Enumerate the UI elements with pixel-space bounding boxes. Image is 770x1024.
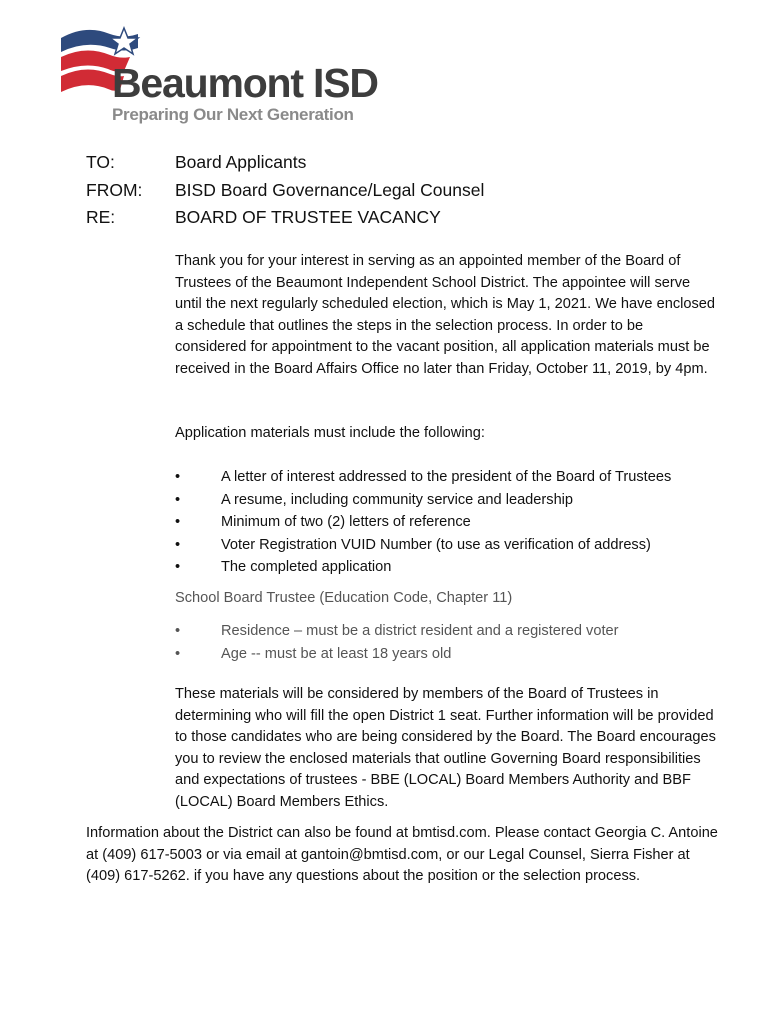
from-label: FROM: [86,180,143,200]
bullet-icon: • [175,536,181,553]
re-label: RE: [86,207,116,227]
bullet-icon: • [175,514,181,531]
bullet-icon: • [175,623,181,639]
contact-paragraph: Information about the District can also be found at bmtisd.com. Please contact Georgia C. Antoine at (409) 617-5003 or via email at gantoin@bmtisd.com, or our Legal Counsel, Sierra Fisher at (409) 617-5262. if you have any questions about the position or the selection process. [86,825,718,885]
materials-heading: Application materials must include the following: [175,425,485,441]
list-item: • Minimum of two (2) letters of reference [175,511,671,534]
intro-paragraph: Thank you for your interest in serving as an appointed member of the Board of Trustees of the Beaumont Independent School District. The appointee will serve until the next regularly scheduled election, which is May 1, 2021. We have enclosed a schedule that outlines the steps in the selection process. In order to be considered for appointment to the vacant position, all application materials must be received in the Board Affairs Office no later than Friday, October 11, 2019, by 4pm. [175,253,716,377]
logo-tagline: Preparing Our Next Generation [112,105,354,124]
bullet-icon: • [175,559,181,576]
bullet-icon: • [175,469,181,485]
bullet-icon: • [175,491,181,508]
materials-list [175,466,671,579]
list-item: • A letter of interest addressed to the president of the Board of Trustees [175,466,671,489]
to-value: Board Applicants [175,152,307,172]
eligibility-list [175,620,618,665]
eligibility-heading: School Board Trustee (Education Code, Chapter 11) [175,590,513,606]
district-logo [58,26,408,128]
list-item: • A resume, including community service and leadership [175,489,671,512]
list-item: • Voter Registration VUID Number (to use as verification of address) [175,534,671,557]
list-item: • The completed application [175,556,671,579]
list-item: • Residence – must be a district resident and a registered voter [175,620,618,643]
logo-name: Beaumont ISD [112,60,378,106]
re-value: BOARD OF TRUSTEE VACANCY [175,207,441,227]
bullet-icon: • [175,645,181,662]
consideration-paragraph: These materials will be considered by members of the Board of Trustees in determining who will fill the open District 1 seat. Further information will be provided to those candidates who are being considered by the Board. The Board encourages you to review the enclosed materials that outline Governing Board responsibilities and expectations of trustees - BBE (LOCAL) Board Members Authority and BBF (LOCAL) Board Members Ethics. [175,686,716,810]
to-label: TO: [86,152,115,172]
list-item: • Age -- must be at least 18 years old [175,643,618,666]
from-value: BISD Board Governance/Legal Counsel [175,180,485,200]
